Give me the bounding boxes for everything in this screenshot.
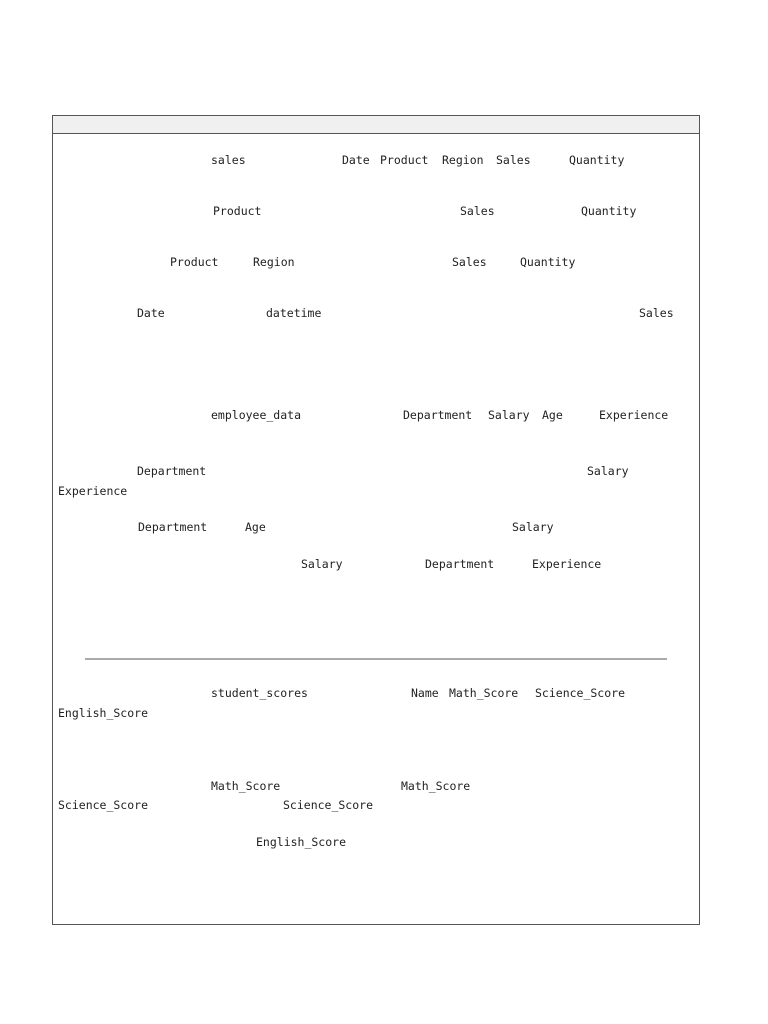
code-term: Quantity	[520, 255, 576, 269]
code-term: sales	[211, 153, 246, 167]
code-term: Product	[213, 204, 262, 218]
code-term: Sales	[496, 153, 531, 167]
code-term: Math_Score	[401, 779, 471, 793]
code-term: Salary	[512, 520, 554, 534]
code-term: Sales	[460, 204, 495, 218]
code-term: Science_Score	[283, 798, 374, 812]
code-term: datetime	[266, 306, 322, 320]
code-term: Quantity	[581, 204, 637, 218]
code-term: Science_Score	[58, 798, 149, 812]
code-term: employee_data	[211, 408, 302, 422]
code-term: Department	[138, 520, 208, 534]
code-term: Date	[137, 306, 165, 320]
code-term: Experience	[532, 557, 602, 571]
code-term: Math_Score	[211, 779, 281, 793]
code-term: Date	[342, 153, 370, 167]
section-divider	[85, 658, 667, 660]
code-term: Experience	[599, 408, 669, 422]
code-term: Age	[245, 520, 266, 534]
code-term: Sales	[452, 255, 487, 269]
code-term: Science_Score	[535, 686, 626, 700]
code-term: Department	[403, 408, 473, 422]
code-term: Region	[442, 153, 484, 167]
code-term: Quantity	[569, 153, 625, 167]
code-term: Experience	[58, 484, 128, 498]
code-term: Product	[380, 153, 429, 167]
code-term: Region	[253, 255, 295, 269]
code-term: Department	[425, 557, 495, 571]
code-term: English_Score	[58, 706, 149, 720]
frame-header-bar	[53, 116, 699, 134]
code-term: Name	[411, 686, 439, 700]
code-term: English_Score	[256, 835, 347, 849]
code-term: Age	[542, 408, 563, 422]
code-term: student_scores	[211, 686, 308, 700]
code-term: Math_Score	[449, 686, 519, 700]
code-term: Sales	[639, 306, 674, 320]
code-term: Product	[170, 255, 219, 269]
code-term: Department	[137, 464, 207, 478]
code-term: Salary	[587, 464, 629, 478]
code-term: Salary	[488, 408, 530, 422]
code-term: Salary	[301, 557, 343, 571]
